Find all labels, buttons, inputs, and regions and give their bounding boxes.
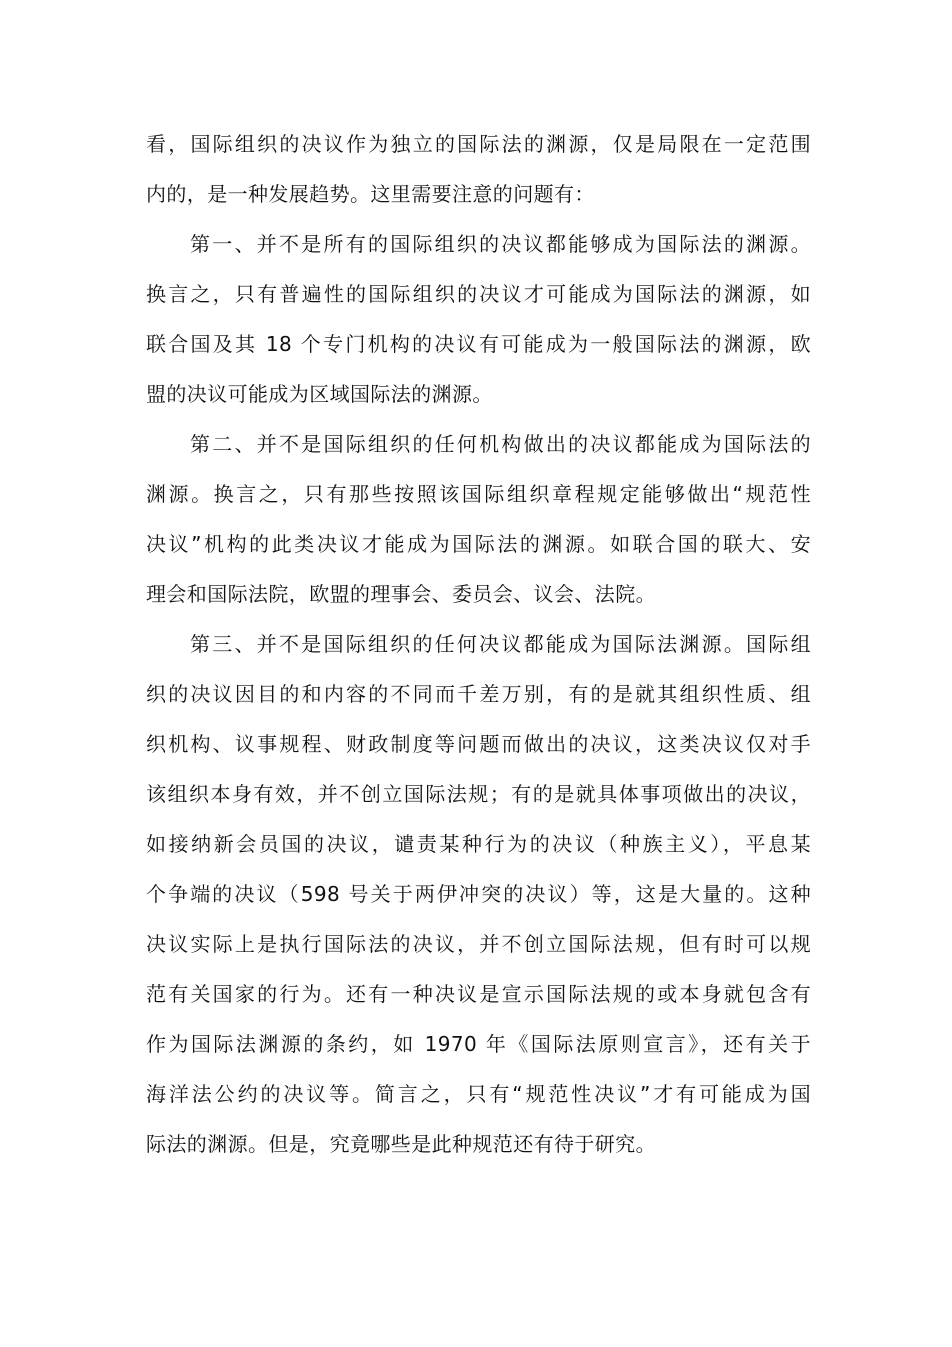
text-line: 决议”机构的此类决议才能成为国际法的渊源。如联合国的联大、安 (146, 532, 811, 556)
text-line: 该组织本身有效，并不创立国际法规；有的是就具体事项做出的决议， (146, 782, 811, 806)
text-line: 渊源。换言之，只有那些按照该国际组织章程规定能够做出“规范性 (146, 482, 811, 506)
text-line: 如接纳新会员国的决议，谴责某种行为的决议（种族主义），平息某 (146, 832, 811, 856)
text-line: 换言之，只有普遍性的国际组织的决议才可能成为国际法的渊源，如 (146, 282, 811, 306)
paragraph-first-line: 第三、并不是国际组织的任何决议都能成为国际法渊源。国际组 (190, 632, 811, 656)
paragraph-first-line: 第一、并不是所有的国际组织的决议都能够成为国际法的渊源。 (190, 232, 811, 256)
text-line: 织的决议因目的和内容的不同而千差万别，有的是就其组织性质、组 (146, 682, 811, 706)
text-line: 决议实际上是执行国际法的决议，并不创立国际法规，但有时可以规 (146, 932, 811, 956)
text-line: 作为国际法渊源的条约，如 1970 年《国际法原则宣言》，还有关于 (146, 1032, 811, 1056)
text-line: 际法的渊源。但是，究竟哪些是此种规范还有待于研究。 (146, 1132, 656, 1156)
text-line: 个争端的决议（598 号关于两伊冲突的决议）等，这是大量的。这种 (146, 882, 811, 906)
text-line: 联合国及其 18 个专门机构的决议有可能成为一般国际法的渊源，欧 (146, 332, 811, 356)
text-line: 理会和国际法院，欧盟的理事会、委员会、议会、法院。 (146, 582, 656, 606)
paragraph-first-line: 第二、并不是国际组织的任何机构做出的决议都能成为国际法的 (190, 432, 811, 456)
text-line: 盟的决议可能成为区域国际法的渊源。 (146, 382, 493, 406)
document-body (146, 119, 811, 1169)
text-line: 范有关国家的行为。还有一种决议是宣示国际法规的或本身就包含有 (146, 982, 811, 1006)
text-line: 看，国际组织的决议作为独立的国际法的渊源，仅是局限在一定范围 (146, 132, 811, 156)
text-line: 织机构、议事规程、财政制度等问题而做出的决议，这类决议仅对手 (146, 732, 811, 756)
text-line: 海洋法公约的决议等。简言之，只有“规范性决议”才有可能成为国 (146, 1082, 811, 1106)
text-line: 内的，是一种发展趋势。这里需要注意的问题有： (146, 182, 595, 206)
